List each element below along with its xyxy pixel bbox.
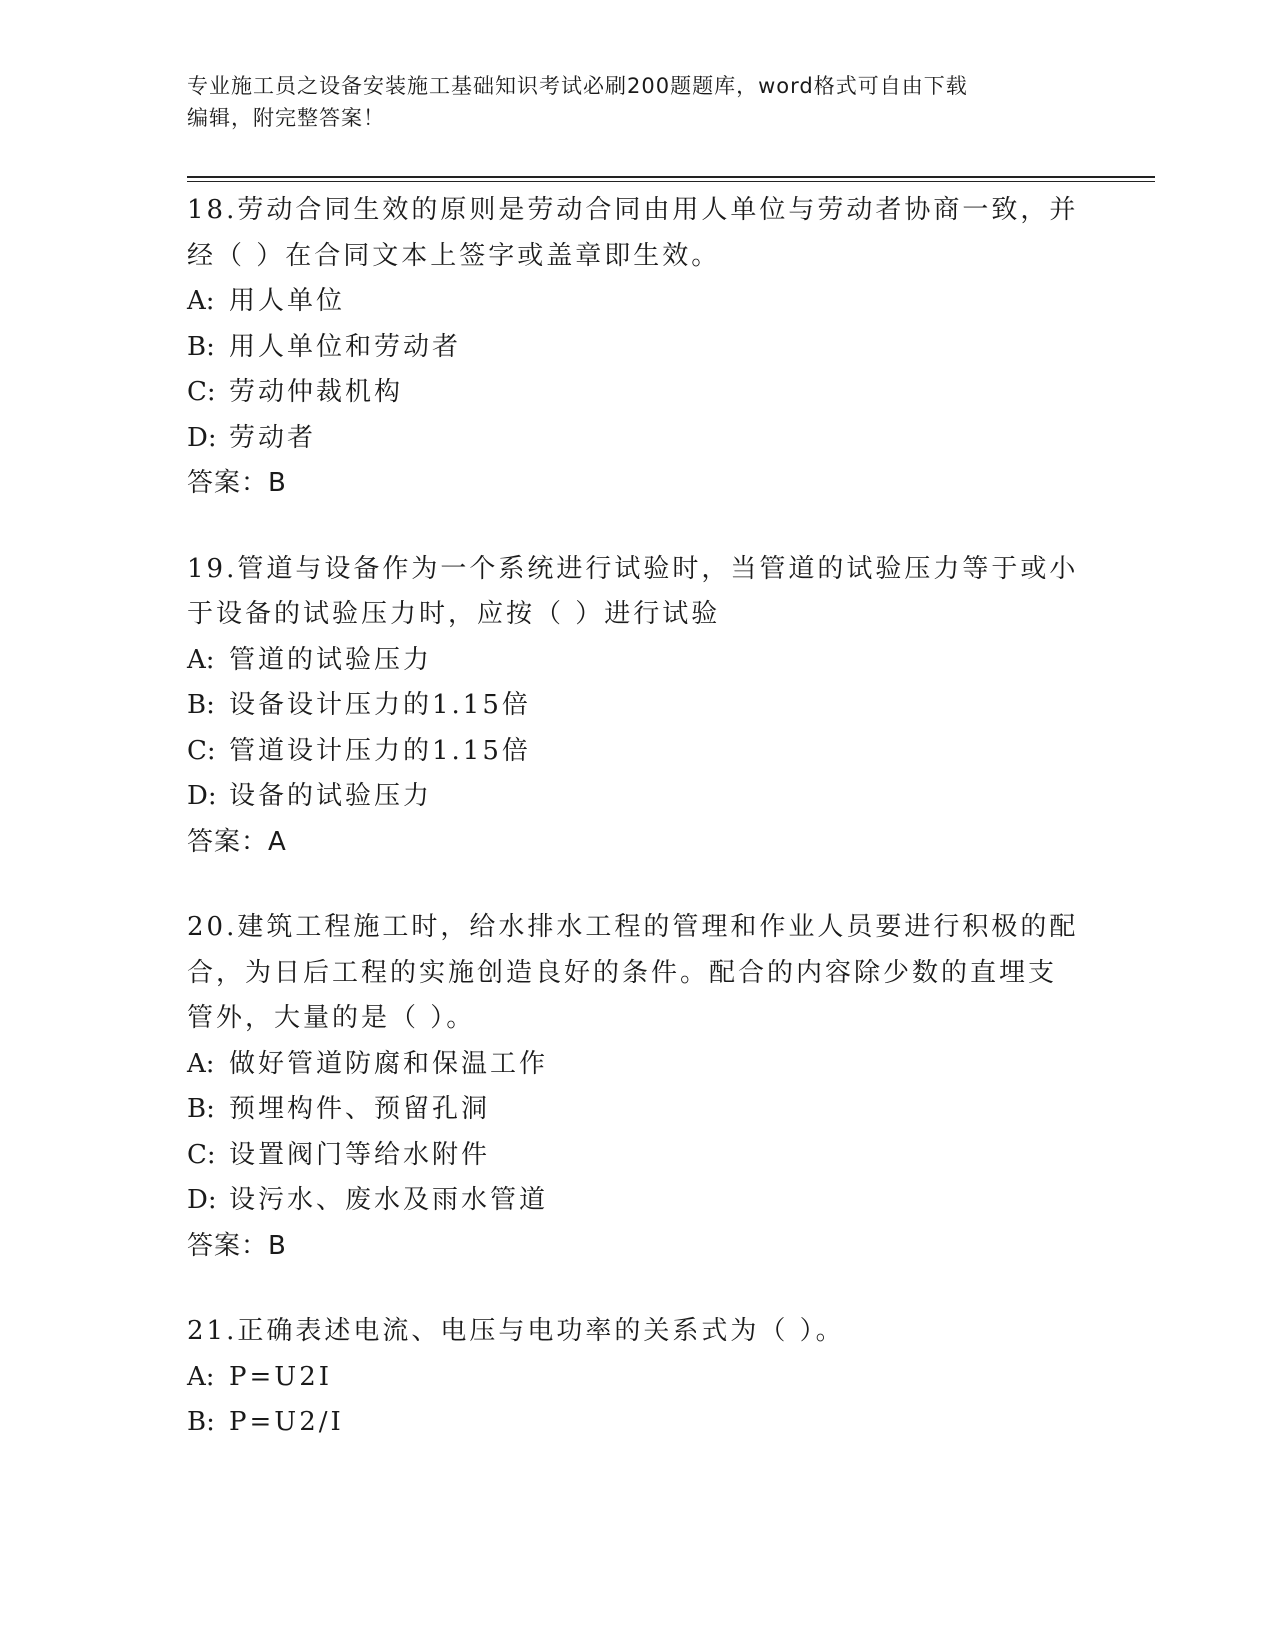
question-stem-line: 18.劳动合同生效的原则是劳动合同由用人单位与劳动者协商一致，并 bbox=[187, 195, 1079, 225]
option-text: 设污水、废水及雨水管道 bbox=[229, 1185, 549, 1215]
option-text: 劳动者 bbox=[229, 422, 317, 453]
option-letter: D: bbox=[187, 422, 217, 453]
question-21 bbox=[187, 1309, 1087, 1446]
question-18 bbox=[187, 188, 1087, 507]
header-line-1: 专业施工员之设备安装施工基础知识考试必刷200题题库，word格式可自由下载 bbox=[187, 74, 968, 98]
question-19 bbox=[187, 547, 1087, 866]
option-text: 劳动仲裁机构 bbox=[229, 377, 404, 407]
option-c bbox=[187, 729, 1087, 775]
option-b bbox=[187, 683, 1087, 729]
option-letter: D: bbox=[187, 1185, 217, 1215]
question-stem-line: 于设备的试验压力时，应按（ ）进行试验 bbox=[187, 599, 721, 629]
option-c bbox=[187, 370, 1087, 416]
option-text: 做好管道防腐和保温工作 bbox=[229, 1048, 549, 1079]
header-line-2: 编辑，附完整答案！ bbox=[187, 106, 385, 130]
option-d bbox=[187, 1178, 1087, 1224]
question-stem-line: 经（ ）在合同文本上签字或盖章即生效。 bbox=[187, 240, 721, 271]
option-d bbox=[187, 774, 1087, 820]
option-letter: A: bbox=[187, 286, 215, 316]
option-a bbox=[187, 1355, 1087, 1401]
option-b bbox=[187, 325, 1087, 371]
header-divider-thin bbox=[187, 181, 1155, 182]
option-a bbox=[187, 279, 1087, 325]
option-d bbox=[187, 416, 1087, 462]
option-a bbox=[187, 1042, 1087, 1088]
option-letter: B: bbox=[187, 331, 215, 362]
answer-line: 答案：B bbox=[187, 1230, 287, 1261]
option-text: 用人单位和劳动者 bbox=[229, 331, 462, 362]
option-letter: C: bbox=[187, 1139, 216, 1170]
option-text: 设置阀门等给水附件 bbox=[229, 1139, 491, 1170]
answer-line: 答案：A bbox=[187, 826, 287, 857]
document-header bbox=[187, 70, 1087, 134]
question-stem-line: 19.管道与设备作为一个系统进行试验时，当管道的试验压力等于或小 bbox=[187, 553, 1079, 584]
question-stem-line: 管外，大量的是（ ）。 bbox=[187, 1003, 476, 1033]
question-stem-line: 21.正确表述电流、电压与电功率的关系式为（ ）。 bbox=[187, 1316, 845, 1346]
option-b bbox=[187, 1400, 1087, 1446]
option-b bbox=[187, 1087, 1087, 1133]
option-letter: C: bbox=[187, 735, 216, 766]
option-text: 设备的试验压力 bbox=[229, 781, 433, 811]
question-20 bbox=[187, 905, 1087, 1269]
question-stem-line: 20.建筑工程施工时，给水排水工程的管理和作业人员要进行积极的配 bbox=[187, 912, 1079, 942]
option-letter: B: bbox=[187, 1407, 215, 1437]
header-divider-thick bbox=[187, 176, 1155, 178]
option-text: P=U2I bbox=[229, 1361, 333, 1392]
option-a bbox=[187, 638, 1087, 684]
option-letter: A: bbox=[187, 644, 215, 675]
option-text: 设备设计压力的1.15倍 bbox=[229, 690, 531, 720]
option-letter: B: bbox=[187, 690, 215, 720]
answer-line: 答案：B bbox=[187, 468, 287, 498]
option-text: 管道的试验压力 bbox=[229, 644, 433, 675]
option-letter: C: bbox=[187, 377, 216, 407]
option-text: 管道设计压力的1.15倍 bbox=[229, 735, 531, 766]
option-text: 预埋构件、预留孔洞 bbox=[229, 1094, 491, 1124]
question-stem-line: 合，为日后工程的实施创造良好的条件。配合的内容除少数的直埋支 bbox=[187, 957, 1058, 988]
option-text: 用人单位 bbox=[229, 286, 346, 316]
option-c bbox=[187, 1133, 1087, 1179]
option-letter: A: bbox=[187, 1048, 215, 1079]
option-letter: D: bbox=[187, 781, 217, 811]
option-letter: B: bbox=[187, 1094, 215, 1124]
question-list bbox=[187, 188, 1087, 1486]
option-text: P=U2/I bbox=[229, 1407, 344, 1437]
option-letter: A: bbox=[187, 1361, 215, 1392]
